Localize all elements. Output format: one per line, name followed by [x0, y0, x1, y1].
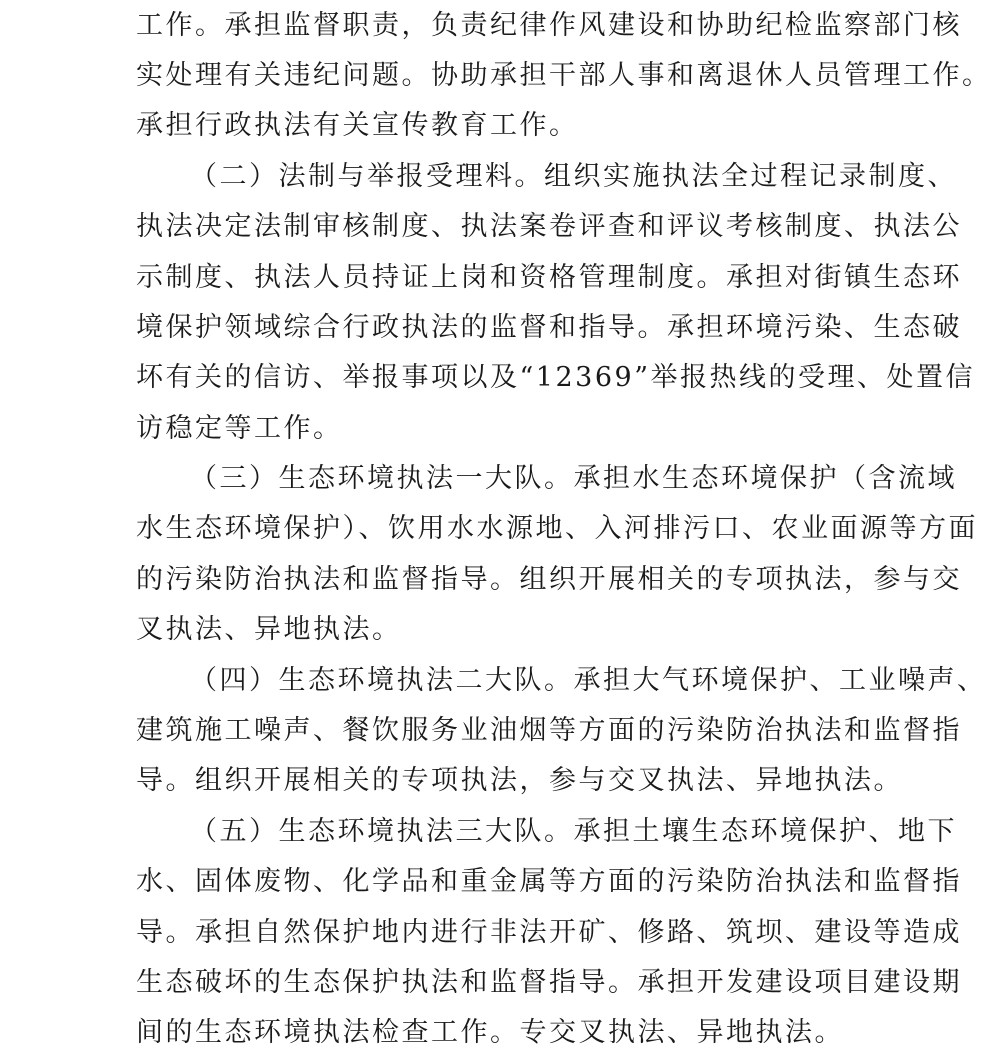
- text-line: 生态破坏的生态保护执法和监督指导。承担开发建设项目建设期: [136, 967, 962, 998]
- text-line: 工作。承担监督职责，负责纪律作风建设和协助纪检监察部门核: [136, 10, 962, 41]
- text-line: 的污染防治执法和监督指导。组织开展相关的专项执法，参与交: [136, 564, 962, 595]
- text-line: 建筑施工噪声、餐饮服务业油烟等方面的污染防治执法和监督指: [136, 715, 962, 746]
- text-line: 实处理有关违纪问题。协助承担干部人事和离退休人员管理工作。: [136, 60, 992, 91]
- text-line: 境保护领域综合行政执法的监督和指导。承担环境污染、生态破: [136, 312, 962, 343]
- text-line: 间的生态环境执法检查工作。专交叉执法、异地执法。: [136, 1017, 844, 1048]
- paragraph-heading-line: （五）生态环境执法三大队。承担土壤生态环境保护、地下: [190, 816, 957, 847]
- text-line: 水、固体废物、化学品和重金属等方面的污染防治执法和监督指: [136, 866, 962, 897]
- text-line: 叉执法、异地执法。: [136, 614, 402, 645]
- text-line: 承担行政执法有关宣传教育工作。: [136, 110, 579, 141]
- text-line: 坏有关的信访、举报事项以及“12369”举报热线的受理、处置信: [136, 362, 975, 393]
- text-line: 水生态环境保护）、饮用水水源地、入河排污口、农业面源等方面: [136, 513, 978, 544]
- text-line: 执法决定法制审核制度、执法案卷评查和评议考核制度、执法公: [136, 211, 962, 242]
- paragraph-heading-line: （四）生态环境执法二大队。承担大气环境保护、工业噪声、: [190, 665, 987, 696]
- paragraph-heading-line: （二）法制与举报受理料。组织实施执法全过程记录制度、: [190, 161, 957, 192]
- text-line: 访稳定等工作。: [136, 413, 343, 444]
- text-line: 示制度、执法人员持证上岗和资格管理制度。承担对街镇生态环: [136, 262, 962, 293]
- text-line: 导。组织开展相关的专项执法，参与交叉执法、异地执法。: [136, 765, 903, 796]
- paragraph-heading-line: （三）生态环境执法一大队。承担水生态环境保护（含流域: [190, 463, 957, 494]
- text-line: 导。承担自然保护地内进行非法开矿、修路、筑坝、建设等造成: [136, 917, 962, 948]
